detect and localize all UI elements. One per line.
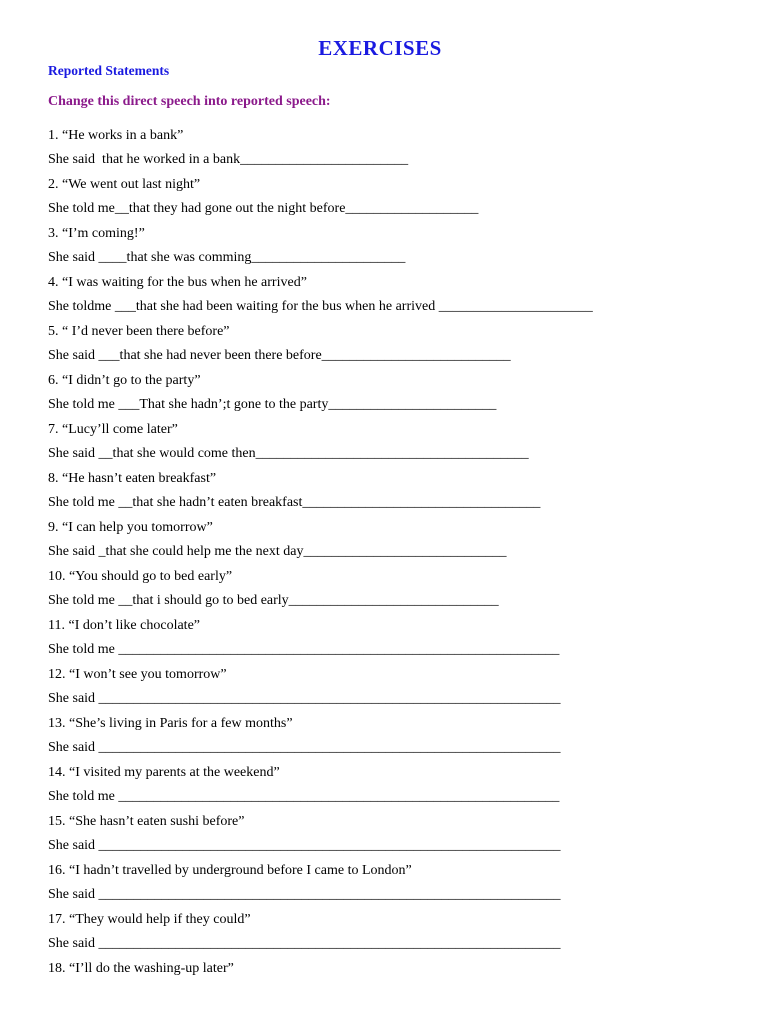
answer-16: She said __________________________________________________________________ bbox=[48, 887, 561, 902]
answer-9: She said _that she could help me the next day_____________________________ bbox=[48, 544, 507, 559]
answer-11: She told me _______________________________________________________________ bbox=[48, 642, 560, 657]
question-16: 16. “I hadn’t travelled by underground before I came to London” bbox=[48, 863, 412, 878]
question-7: 7. “Lucy’ll come later” bbox=[48, 422, 178, 437]
question-5: 5. “ I’d never been there before” bbox=[48, 324, 230, 339]
question-8: 8. “He hasn’t eaten breakfast” bbox=[48, 471, 217, 486]
answer-3: She said ____that she was comming______________________ bbox=[48, 250, 406, 265]
question-15: 15. “She hasn’t eaten sushi before” bbox=[48, 814, 245, 829]
answer-6: She told me ___That she hadn’;t gone to the party________________________ bbox=[48, 397, 497, 412]
answer-5: She said ___that she had never been there before___________________________ bbox=[48, 348, 511, 363]
question-11: 11. “I don’t like chocolate” bbox=[48, 618, 200, 633]
question-2: 2. “We went out last night” bbox=[48, 177, 201, 192]
answer-7: She said __that she would come then_______________________________________ bbox=[48, 446, 529, 461]
answer-13: She said __________________________________________________________________ bbox=[48, 740, 561, 755]
question-13: 13. “She’s living in Paris for a few months” bbox=[48, 716, 293, 731]
section-subtitle: Reported Statements bbox=[48, 63, 170, 78]
question-4: 4. “I was waiting for the bus when he arrived” bbox=[48, 275, 307, 290]
answer-2: She told me__that they had gone out the night before___________________ bbox=[48, 201, 479, 216]
question-3: 3. “I’m coming!” bbox=[48, 226, 145, 241]
answer-4: She toldme ___that she had been waiting for the bus when he arrived ______________________ bbox=[48, 299, 593, 314]
question-1: 1. “He works in a bank” bbox=[48, 128, 184, 143]
exercise-instruction: Change this direct speech into reported speech: bbox=[48, 94, 331, 109]
question-14: 14. “I visited my parents at the weekend” bbox=[48, 765, 280, 780]
question-12: 12. “I won’t see you tomorrow” bbox=[48, 667, 227, 682]
question-18: 18. “I’ll do the washing-up later” bbox=[48, 961, 234, 976]
answer-17: She said __________________________________________________________________ bbox=[48, 936, 561, 951]
answer-10: She told me __that i should go to bed early______________________________ bbox=[48, 593, 499, 608]
question-9: 9. “I can help you tomorrow” bbox=[48, 520, 213, 535]
answer-15: She said __________________________________________________________________ bbox=[48, 838, 561, 853]
page-title: EXERCISES bbox=[318, 36, 442, 60]
answer-14: She told me _______________________________________________________________ bbox=[48, 789, 560, 804]
question-17: 17. “They would help if they could” bbox=[48, 912, 251, 927]
answer-1: She said that he worked in a bank________________________ bbox=[48, 152, 409, 167]
answer-8: She told me __that she hadn’t eaten breakfast__________________________________ bbox=[48, 495, 541, 510]
question-6: 6. “I didn’t go to the party” bbox=[48, 373, 201, 388]
question-10: 10. “You should go to bed early” bbox=[48, 569, 233, 584]
answer-12: She said __________________________________________________________________ bbox=[48, 691, 561, 706]
